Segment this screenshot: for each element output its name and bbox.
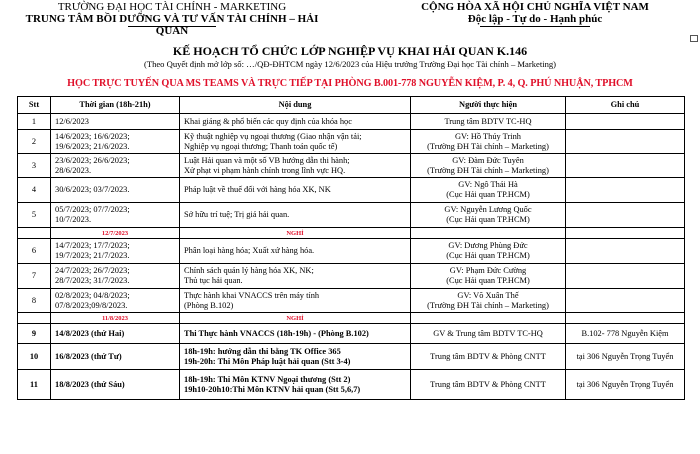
cell-person [411,154,566,178]
break-row [18,313,685,324]
content-line: 19h10-20h10:Thi Môn KTNV hải quan (Stt 5,6,7) [184,384,361,394]
center-name: TRUNG TÂM BỒI DƯỠNG VÀ TƯ VẤN TÀI CHÍNH – HẢI QUAN [25,13,319,37]
cell-person [411,289,566,313]
time-line: 05/7/2023; 07/7/2023; [55,205,130,214]
col-header-time: Thời gian (18h-21h) [51,97,180,114]
content-line: Kỹ thuật nghiệp vụ ngoại thương (Giao nhận vận tải; [184,131,362,141]
cell-note [566,154,685,178]
cell-person [411,264,566,289]
cell-note [566,264,685,289]
person-line: Trung tâm BDTV & Phòng CNTT [430,351,546,361]
table-row [18,370,685,400]
university-name: TRƯỜNG ĐẠI HỌC TÀI CHÍNH - MARKETING [57,1,287,13]
person-line: GV: Phạm Đức Cường [449,266,527,275]
cell-content [180,344,411,370]
col-header-note: Ghi chú [566,97,685,114]
plan-title: KẾ HOẠCH TỔ CHỨC LỚP NGHIỆP VỤ KHAI HẢI QUAN K.146 [172,44,528,58]
person-line: GV: Nguyễn Lương Quốc [444,205,532,214]
cell-content [180,370,411,400]
cell-note: tại 306 Nguyễn Trọng Tuyển [566,370,685,400]
cell-content [180,239,411,264]
content-line: Chính sách quản lý hàng hóa XK, NK; [184,266,314,275]
break-row [18,228,685,239]
time-line: 14/8/2023 (thứ Hai) [55,328,125,338]
time-line: 10/7/2023. [55,215,92,224]
cell-stt: 11 [18,370,51,400]
content-line: (Phòng B.102) [184,300,234,310]
cell-time [51,289,180,313]
cell-time [51,324,180,344]
table-row [18,239,685,264]
table-row [18,130,685,154]
cell-content [180,114,411,130]
break-cell-empty [411,228,566,239]
country-name: CỘNG HÒA XÃ HỘI CHỦ NGHĨA VIỆT NAM [421,1,649,13]
content-line: Thực hành khai VNACCS trên máy tính [184,290,320,300]
cell-content [180,178,411,203]
class-location: HỌC TRỰC TUYẾN QUA MS TEAMS VÀ TRỰC TIẾP TẠI PHÒNG B.001-778 NGUYỄN KIỆM, P. 4, Q. PHÚ NHUẬN, TPHCM [67,78,633,89]
content-line: Thi Thực hành VNACCS (18h-19h) - (Phòng B.102) [184,328,369,338]
cell-time [51,130,180,154]
cell-stt: 5 [18,203,51,228]
col-header-stt: Stt [18,97,51,114]
header-right-underline [480,26,590,27]
cell-stt: 1 [18,114,51,130]
person-line: GV: Võ Xuân Thế [457,290,519,300]
time-line: 16/8/2023 (thứ Tư) [55,351,122,361]
cell-note [566,178,685,203]
break-cell-empty [18,313,51,324]
cell-content [180,289,411,313]
time-line: 23/6/2023; 26/6/2023; [55,155,130,165]
cell-stt: 7 [18,264,51,289]
header-left [22,1,322,37]
motto: Độc lập - Tự do - Hạnh phúc [467,13,603,25]
table-row [18,178,685,203]
time-line: 02/8/2023; 04/8/2023; [55,290,130,300]
plan-subtitle: (Theo Quyết định mở lớp số: …/QĐ-ĐHTCM ngày 12/6/2023 của Hiệu trưởng Trường Đại học Tài chính – Marketing) [143,59,557,69]
cell-stt: 9 [18,324,51,344]
content-line: 18h-19h: hướng dẫn thi bằng TK Office 365 [184,346,341,356]
person-line: (Trường ĐH Tài chính – Marketing) [427,300,549,310]
cell-content [180,264,411,289]
person-line: (Cục Hải quan TP.HCM) [446,251,530,260]
cell-stt: 4 [18,178,51,203]
content-line: Khai giảng & phổ biến các quy định của khóa học [184,116,352,126]
cell-time [51,370,180,400]
person-line: GV: Dương Phùng Đức [448,241,528,250]
break-cell-empty [566,228,685,239]
cell-stt: 10 [18,344,51,370]
table-row [18,324,685,344]
content-line: 19h-20h: Thi Môn Pháp luật hải quan (Stt 3-4) [184,356,351,366]
time-line: 07/8/2023;09/8/2023. [55,300,128,310]
table-row [18,264,685,289]
time-line: 30/6/2023; 03/7/2023. [55,185,130,194]
schedule-table [17,96,685,400]
time-line: 14/6/2023; 16/6/2023; [55,131,130,141]
time-line: 19/7/2023; 21/7/2023. [55,251,130,260]
content-line: Pháp luật về thuế đối với hàng hóa XK, NK [184,185,331,194]
table-row [18,114,685,130]
cell-time [51,239,180,264]
cell-content [180,154,411,178]
table-header-row [18,97,685,114]
cell-time [51,264,180,289]
content-line: Phân loại hàng hóa; Xuất xứ hàng hóa. [184,246,315,255]
cell-time [51,344,180,370]
content-line: Nghiệp vụ ngoại thương; Thanh toán quốc tế) [184,141,338,151]
content-line: Xử phạt vi phạm hành chính trong lĩnh vực HQ. [184,165,346,175]
cell-stt: 8 [18,289,51,313]
col-header-person: Người thực hiện [411,97,566,114]
cell-time [51,203,180,228]
cell-content [180,203,411,228]
cell-person [411,239,566,264]
time-line: 14/7/2023; 17/7/2023; [55,241,130,250]
break-label: NGHỈ [180,313,411,324]
content-line: Luật Hải quan và một số VB hướng dẫn thi hành; [184,155,350,165]
person-line: (Cục Hải quan TP.HCM) [446,276,530,285]
person-line: Trung tâm BDTV & Phòng CNTT [430,379,546,389]
cell-stt: 3 [18,154,51,178]
break-cell-empty [411,313,566,324]
cell-person [411,324,566,344]
cell-person [411,178,566,203]
scroll-marker-icon [690,35,698,42]
cell-time [51,114,180,130]
time-line: 19/6/2023; 21/6/2023. [55,141,130,151]
person-line: GV: Hồ Thúy Trinh [454,131,521,141]
cell-stt: 6 [18,239,51,264]
content-line: 18h-19h: Thi Môn KTNV Ngoại thương (Stt 2) [184,374,351,384]
cell-note [566,289,685,313]
person-line: (Trường ĐH Tài chính – Marketing) [427,165,549,175]
cell-person [411,114,566,130]
break-label: NGHỈ [180,228,411,239]
person-line: GV: Ngô Thái Hà [458,180,518,189]
time-line: 12/6/2023 [55,116,89,126]
time-line: 28/7/2023; 31/7/2023. [55,276,130,285]
table-row [18,289,685,313]
content-line: Thủ tục hải quan. [184,276,243,285]
cell-note: tại 306 Nguyễn Trọng Tuyển [566,344,685,370]
person-line: GV: Đàm Đức Tuyên [452,155,524,165]
table-row [18,203,685,228]
cell-time [51,154,180,178]
break-date: 12/7/2023 [51,228,180,239]
cell-time [51,178,180,203]
content-line: Sở hữu trí tuệ; Trị giá hải quan. [184,210,290,219]
table-row [18,344,685,370]
cell-person [411,344,566,370]
cell-person [411,370,566,400]
break-date: 11/8/2023 [51,313,180,324]
cell-note [566,130,685,154]
time-line: 18/8/2023 (thứ Sáu) [55,379,125,389]
col-header-content: Nội dung [180,97,411,114]
cell-note [566,203,685,228]
person-line: Trung tâm BDTV TC-HQ [444,116,532,126]
cell-note [566,114,685,130]
person-line: (Cục Hải quan TP.HCM) [446,215,530,224]
break-cell-empty [18,228,51,239]
break-cell-empty [566,313,685,324]
cell-person [411,130,566,154]
document-header [0,1,700,41]
cell-note [566,239,685,264]
cell-person [411,203,566,228]
person-line: (Cục Hải quan TP.HCM) [446,190,530,199]
person-line: GV & Trung tâm BDTV TC-HQ [433,328,543,338]
cell-content [180,130,411,154]
time-line: 28/6/2023. [55,165,92,175]
cell-note: B.102- 778 Nguyễn Kiệm [566,324,685,344]
cell-content [180,324,411,344]
header-right [400,1,670,25]
header-left-underline [128,26,216,27]
cell-stt: 2 [18,130,51,154]
person-line: (Trường ĐH Tài chính – Marketing) [427,141,549,151]
time-line: 24/7/2023; 26/7/2023; [55,266,130,275]
table-row [18,154,685,178]
